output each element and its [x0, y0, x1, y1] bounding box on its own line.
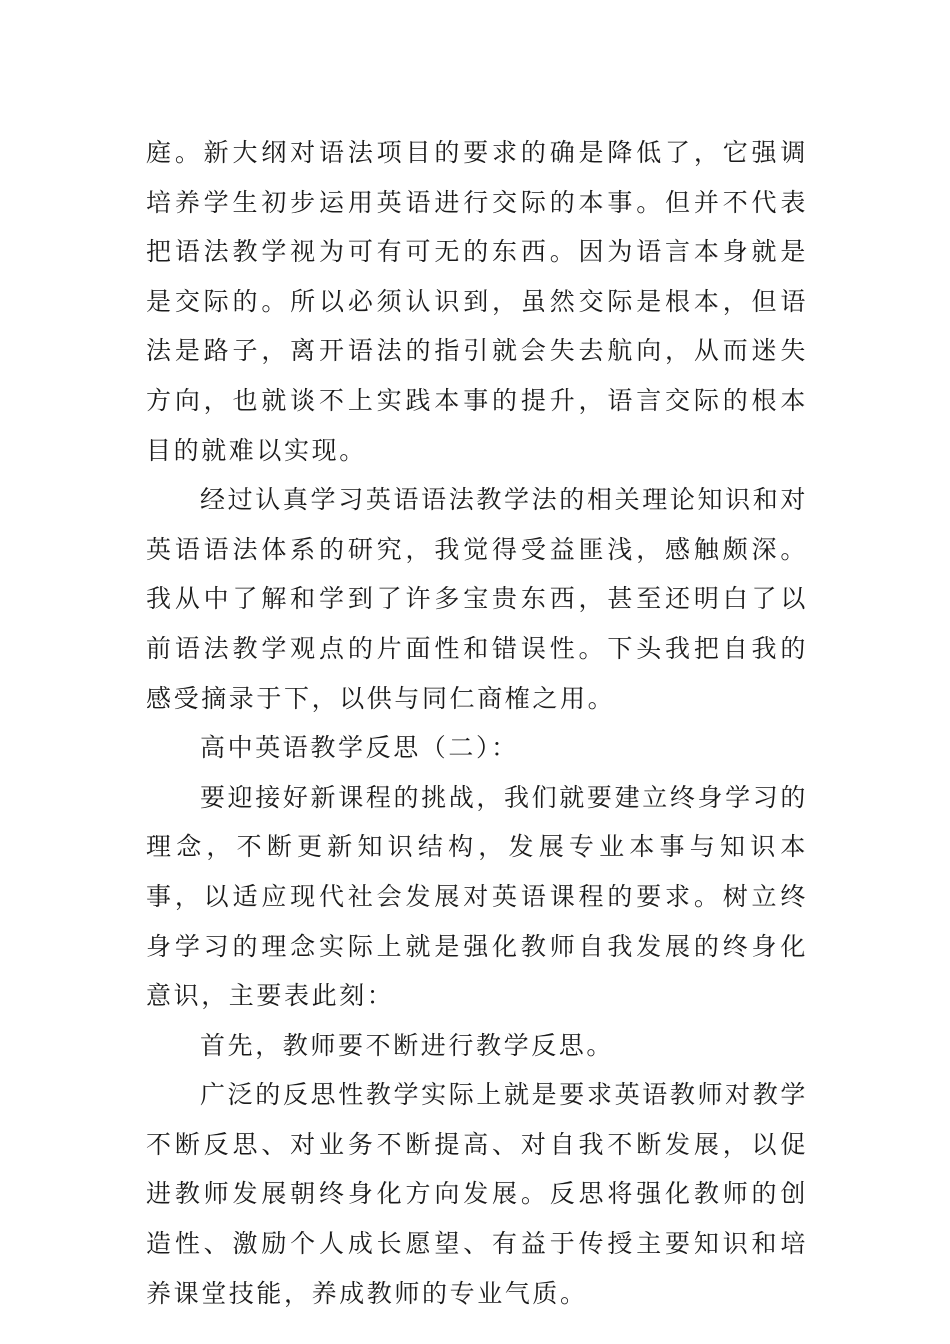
paragraph-lifelong-learning: 要迎接好新课程的挑战，我们就要建立终身学习的理念，不断更新知识结构，发展专业本事与知识本事，以适应现代社会发展对英语课程的要求。树立终身学习的理念实际上就是强化教师自我发展的终身化意识，主要表此刻： — [146, 782, 808, 1011]
paragraph-reflective-teaching: 广泛的反思性教学实际上就是要求英语教师对教学不断反思、对业务不断提高、对自我不断发展，以促进教师发展朝终身化方向发展。反思将强化教师的创造性、激励个人成长愿望、有益于传授主要知识和培养课堂技能，养成教师的专业气质。 — [146, 1080, 808, 1308]
paragraph-grammar-study: 经过认真学习英语语法教学法的相关理论知识和对英语语法体系的研究，我觉得受益匪浅，感触颇深。我从中了解和学到了许多宝贵东西，甚至还明白了以前语法教学观点的片面性和错误性。下头我把自我的感受摘录于下，以供与同仁商榷之用。 — [146, 485, 808, 713]
document-page — [146, 128, 808, 1318]
paragraph-continued: 庭。新大纲对语法项目的要求的确是降低了，它强调培养学生初步运用英语进行交际的本事。但并不代表把语法教学视为可有可无的东西。因为语言本身就是是交际的。所以必须认识到，虽然交际是根本，但语法是路子，离开语法的指引就会失去航向，从而迷失方向，也就谈不上实践本事的提升，语言交际的根本目的就难以实现。 — [146, 138, 808, 465]
paragraph-first-point: 首先，教师要不断进行教学反思。 — [200, 1030, 615, 1060]
section-heading: 高中英语教学反思（二）： — [200, 733, 519, 763]
